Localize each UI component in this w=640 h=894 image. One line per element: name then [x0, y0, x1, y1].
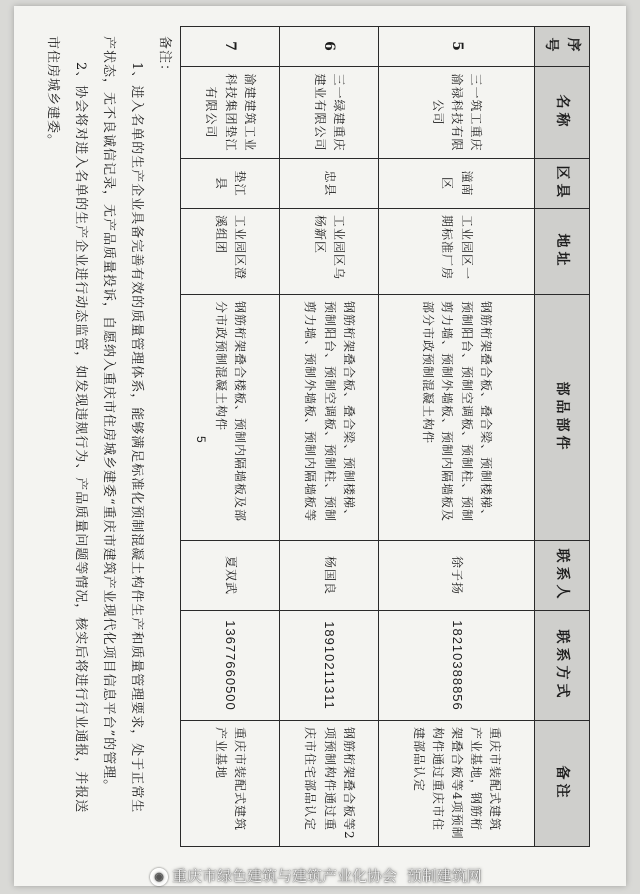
cell-components: 钢筋桁架叠合板、叠合梁、预制楼梯、预制阳台、预制空调板、预制柱、预制剪力墙、预制外墙板、预制内隔墙板及部分市政预制混凝土构件: [378, 295, 534, 541]
cell-address: 工业园区乌杨新区: [280, 209, 379, 295]
header-county: 区县: [535, 159, 590, 209]
cell-contact: 夏双武: [181, 541, 280, 611]
cell-address: 工业园区澄溪组团: [181, 209, 280, 295]
cell-seq: 7: [181, 27, 280, 67]
cell-phone: 18210388856: [378, 611, 534, 721]
header-name: 名称: [535, 67, 590, 159]
notes-section: [38, 36, 178, 856]
cell-contact: 杨国良: [280, 541, 379, 611]
note-item-2-line-1: 2、协会将对进入名单的生产企业进行动态监管，如发现违规行为、产品质量问题等情况，核实后将进行行业通报，并报送: [73, 62, 89, 814]
note-item-1-line-1: 1、进入名单的生产企业具备完善有效的质量管理体系，能够满足标准化预制混凝土构件生产和质量管理要求，处于正常生: [129, 62, 145, 814]
header-address: 地址: [535, 209, 590, 295]
cell-phone: 13677660500: [181, 611, 280, 721]
note-item-2-line-2: 市住房城乡建委。: [45, 36, 61, 149]
table-row: [280, 27, 379, 847]
cell-county: 潼南区: [378, 159, 534, 209]
cell-seq: 5: [378, 27, 534, 67]
cell-remarks: 钢筋桁架叠合板等2项预制构件通过重庆市住宅部品认定: [280, 721, 379, 847]
cell-county: 垫江县: [181, 159, 280, 209]
wechat-icon: ◉: [150, 868, 168, 886]
cell-components: 钢筋桁架叠合楼板、预制内隔墙板及部分市政预制混凝土构件: [181, 295, 280, 541]
note-item-1-line-2: 产状态，无不良诚信记录，无产品质量投诉，自愿纳入重庆市住房城乡建委“重庆市建筑产业现代化项目信息平台”的管理。: [101, 36, 117, 794]
table-row: [378, 27, 534, 847]
rotated-content: [14, 6, 626, 886]
cell-seq: 6: [280, 27, 379, 67]
cell-name: 三一筑工重庆渝禄科技有限公司: [378, 67, 534, 159]
cell-name: 渝建建筑工业科技集团垫江有限公司: [181, 67, 280, 159]
header-remarks: 备注: [535, 721, 590, 847]
notes-title: 备注：: [157, 36, 172, 79]
watermark-left: 重庆市绿色建筑与建筑产业化协会: [172, 867, 398, 885]
table-header-row: [535, 27, 590, 847]
cell-remarks: 重庆市装配式建筑产业基地，钢筋桁架叠合板等4项预制构件通过重庆市住建部品认定: [378, 721, 534, 847]
cell-components: 钢筋桁架叠合板、叠合梁、预制楼梯、预制阳台、预制空调板、预制柱、预制剪力墙、预制外墙板、预制内隔墙板等: [280, 295, 379, 541]
cell-county: 忠县: [280, 159, 379, 209]
header-seq: 序号: [535, 27, 590, 67]
cell-address: 工业园区一期标准厂房: [378, 209, 534, 295]
cell-contact: 徐子扬: [378, 541, 534, 611]
document-page: [14, 6, 626, 886]
header-components: 部品部件: [535, 295, 590, 541]
enterprise-table: [180, 26, 590, 847]
header-contact: 联系人: [535, 541, 590, 611]
cell-remarks: 重庆市装配式建筑产业基地: [181, 721, 280, 847]
cell-phone: 18910211311: [280, 611, 379, 721]
cell-name: 三一绿建重庆建业有限公司: [280, 67, 379, 159]
header-phone: 联系方式: [535, 611, 590, 721]
watermark-right: 预制建筑网: [406, 867, 482, 885]
page-number: 5: [194, 436, 208, 443]
watermark: [150, 865, 482, 886]
